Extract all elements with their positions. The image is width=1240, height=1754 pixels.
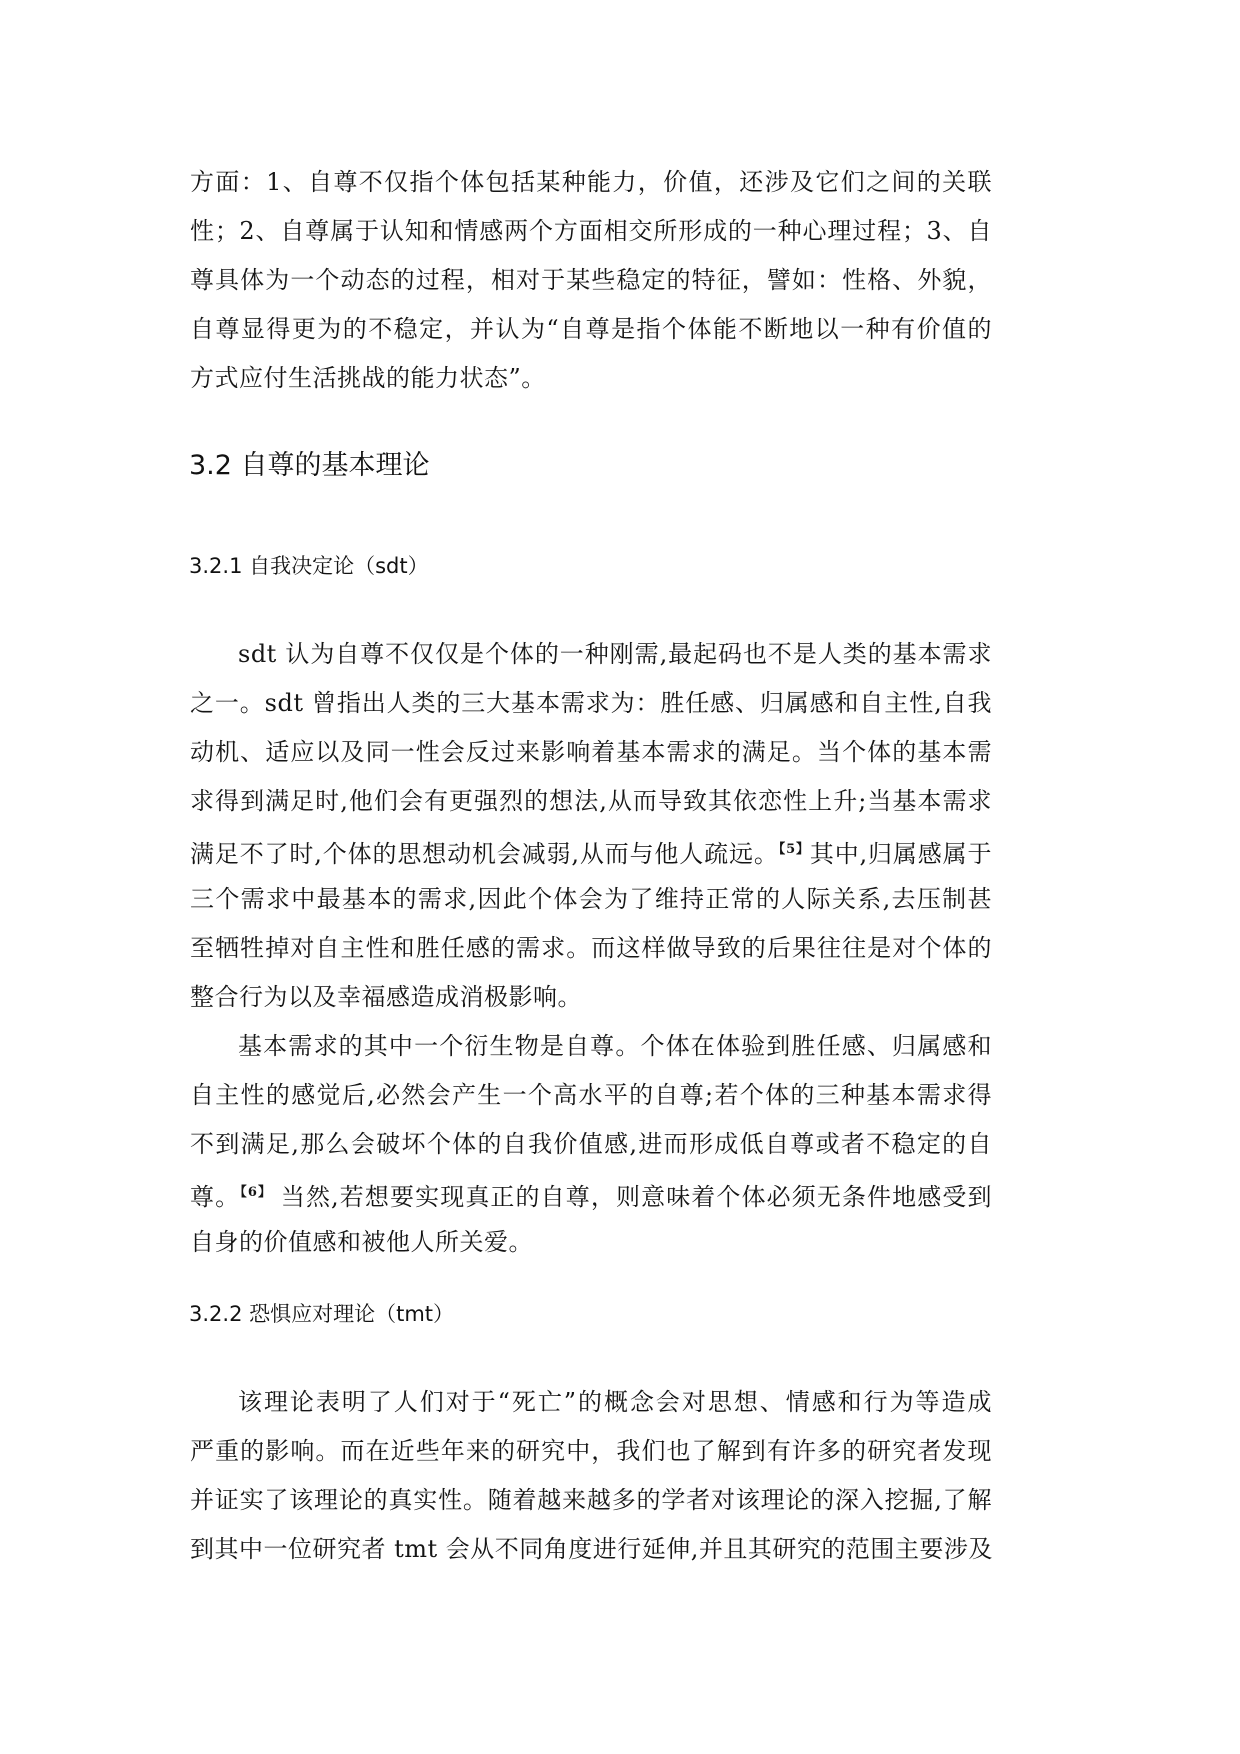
body-line: 动机、适应以及同一性会反过来影响着基本需求的满足。当个体的基本需: [190, 738, 992, 766]
citation-marker: 【6】: [240, 1185, 273, 1200]
body-line: 不到满足,那么会破坏个体的自我价值感,进而形成低自尊或者不稳定的自: [190, 1130, 992, 1158]
body-line: sdt 认为自尊不仅仅是个体的一种刚需,最起码也不是人类的基本需求: [238, 640, 992, 668]
body-line: 自身的价值感和被他人所关爱。: [190, 1228, 533, 1256]
body-line: 尊具体为一个动态的过程，相对于某些稳定的特征，譬如：性格、外貌，: [190, 266, 992, 294]
section-heading: 3.2 自尊的基本理论: [189, 450, 430, 481]
body-line: 三个需求中最基本的需求,因此个体会为了维持正常的人际关系,去压制甚: [190, 885, 992, 913]
body-text: 其中,归属感属于: [809, 840, 992, 868]
body-line: 方面：1、自尊不仅指个体包括某种能力，价值，还涉及它们之间的关联: [190, 168, 992, 196]
body-line: 到其中一位研究者 tmt 会从不同角度进行延伸,并且其研究的范围主要涉及: [190, 1535, 993, 1563]
body-line: 自尊显得更为的不稳定，并认为“自尊是指个体能不断地以一种有价值的: [190, 315, 992, 343]
body-line: 整合行为以及幸福感造成消极影响。: [190, 983, 582, 1011]
body-line: [190, 835, 992, 868]
body-line: 自主性的感觉后,必然会产生一个高水平的自尊;若个体的三种基本需求得: [190, 1081, 992, 1109]
body-line: 求得到满足时,他们会有更强烈的想法,从而导致其依恋性上升;当基本需求: [190, 787, 992, 815]
body-line: 并证实了该理论的真实性。随着越来越多的学者对该理论的深入挖掘,了解: [190, 1486, 992, 1514]
body-line: 基本需求的其中一个衍生物是自尊。个体在体验到胜任感、归属感和: [238, 1032, 992, 1060]
subsection-heading: 3.2.1 自我决定论（sdt）: [189, 554, 429, 578]
body-line: 之一。sdt 曾指出人类的三大基本需求为：胜任感、归属感和自主性,自我: [190, 689, 992, 717]
body-text: 满足不了时,个体的思想动机会减弱,从而与他人疏远。: [190, 840, 779, 868]
body-line: 至牺牲掉对自主性和胜任感的需求。而这样做导致的后果往往是对个体的: [190, 934, 992, 962]
body-text: 当然,若想要实现真正的自尊，则意味着个体必须无条件地感受到: [272, 1183, 992, 1211]
citation-marker: 【5】: [778, 842, 810, 857]
body-line: 性；2、自尊属于认知和情感两个方面相交所形成的一种心理过程；3、自: [190, 217, 992, 245]
body-line: [190, 1178, 992, 1211]
body-text: 尊。: [190, 1183, 241, 1211]
body-line: 方式应付生活挑战的能力状态”。: [190, 364, 546, 392]
body-line: 严重的影响。而在近些年来的研究中，我们也了解到有许多的研究者发现: [190, 1437, 992, 1465]
body-line: 该理论表明了人们对于“死亡”的概念会对思想、情感和行为等造成: [238, 1388, 992, 1416]
subsection-heading: 3.2.2 恐惧应对理论（tmt）: [189, 1302, 455, 1326]
